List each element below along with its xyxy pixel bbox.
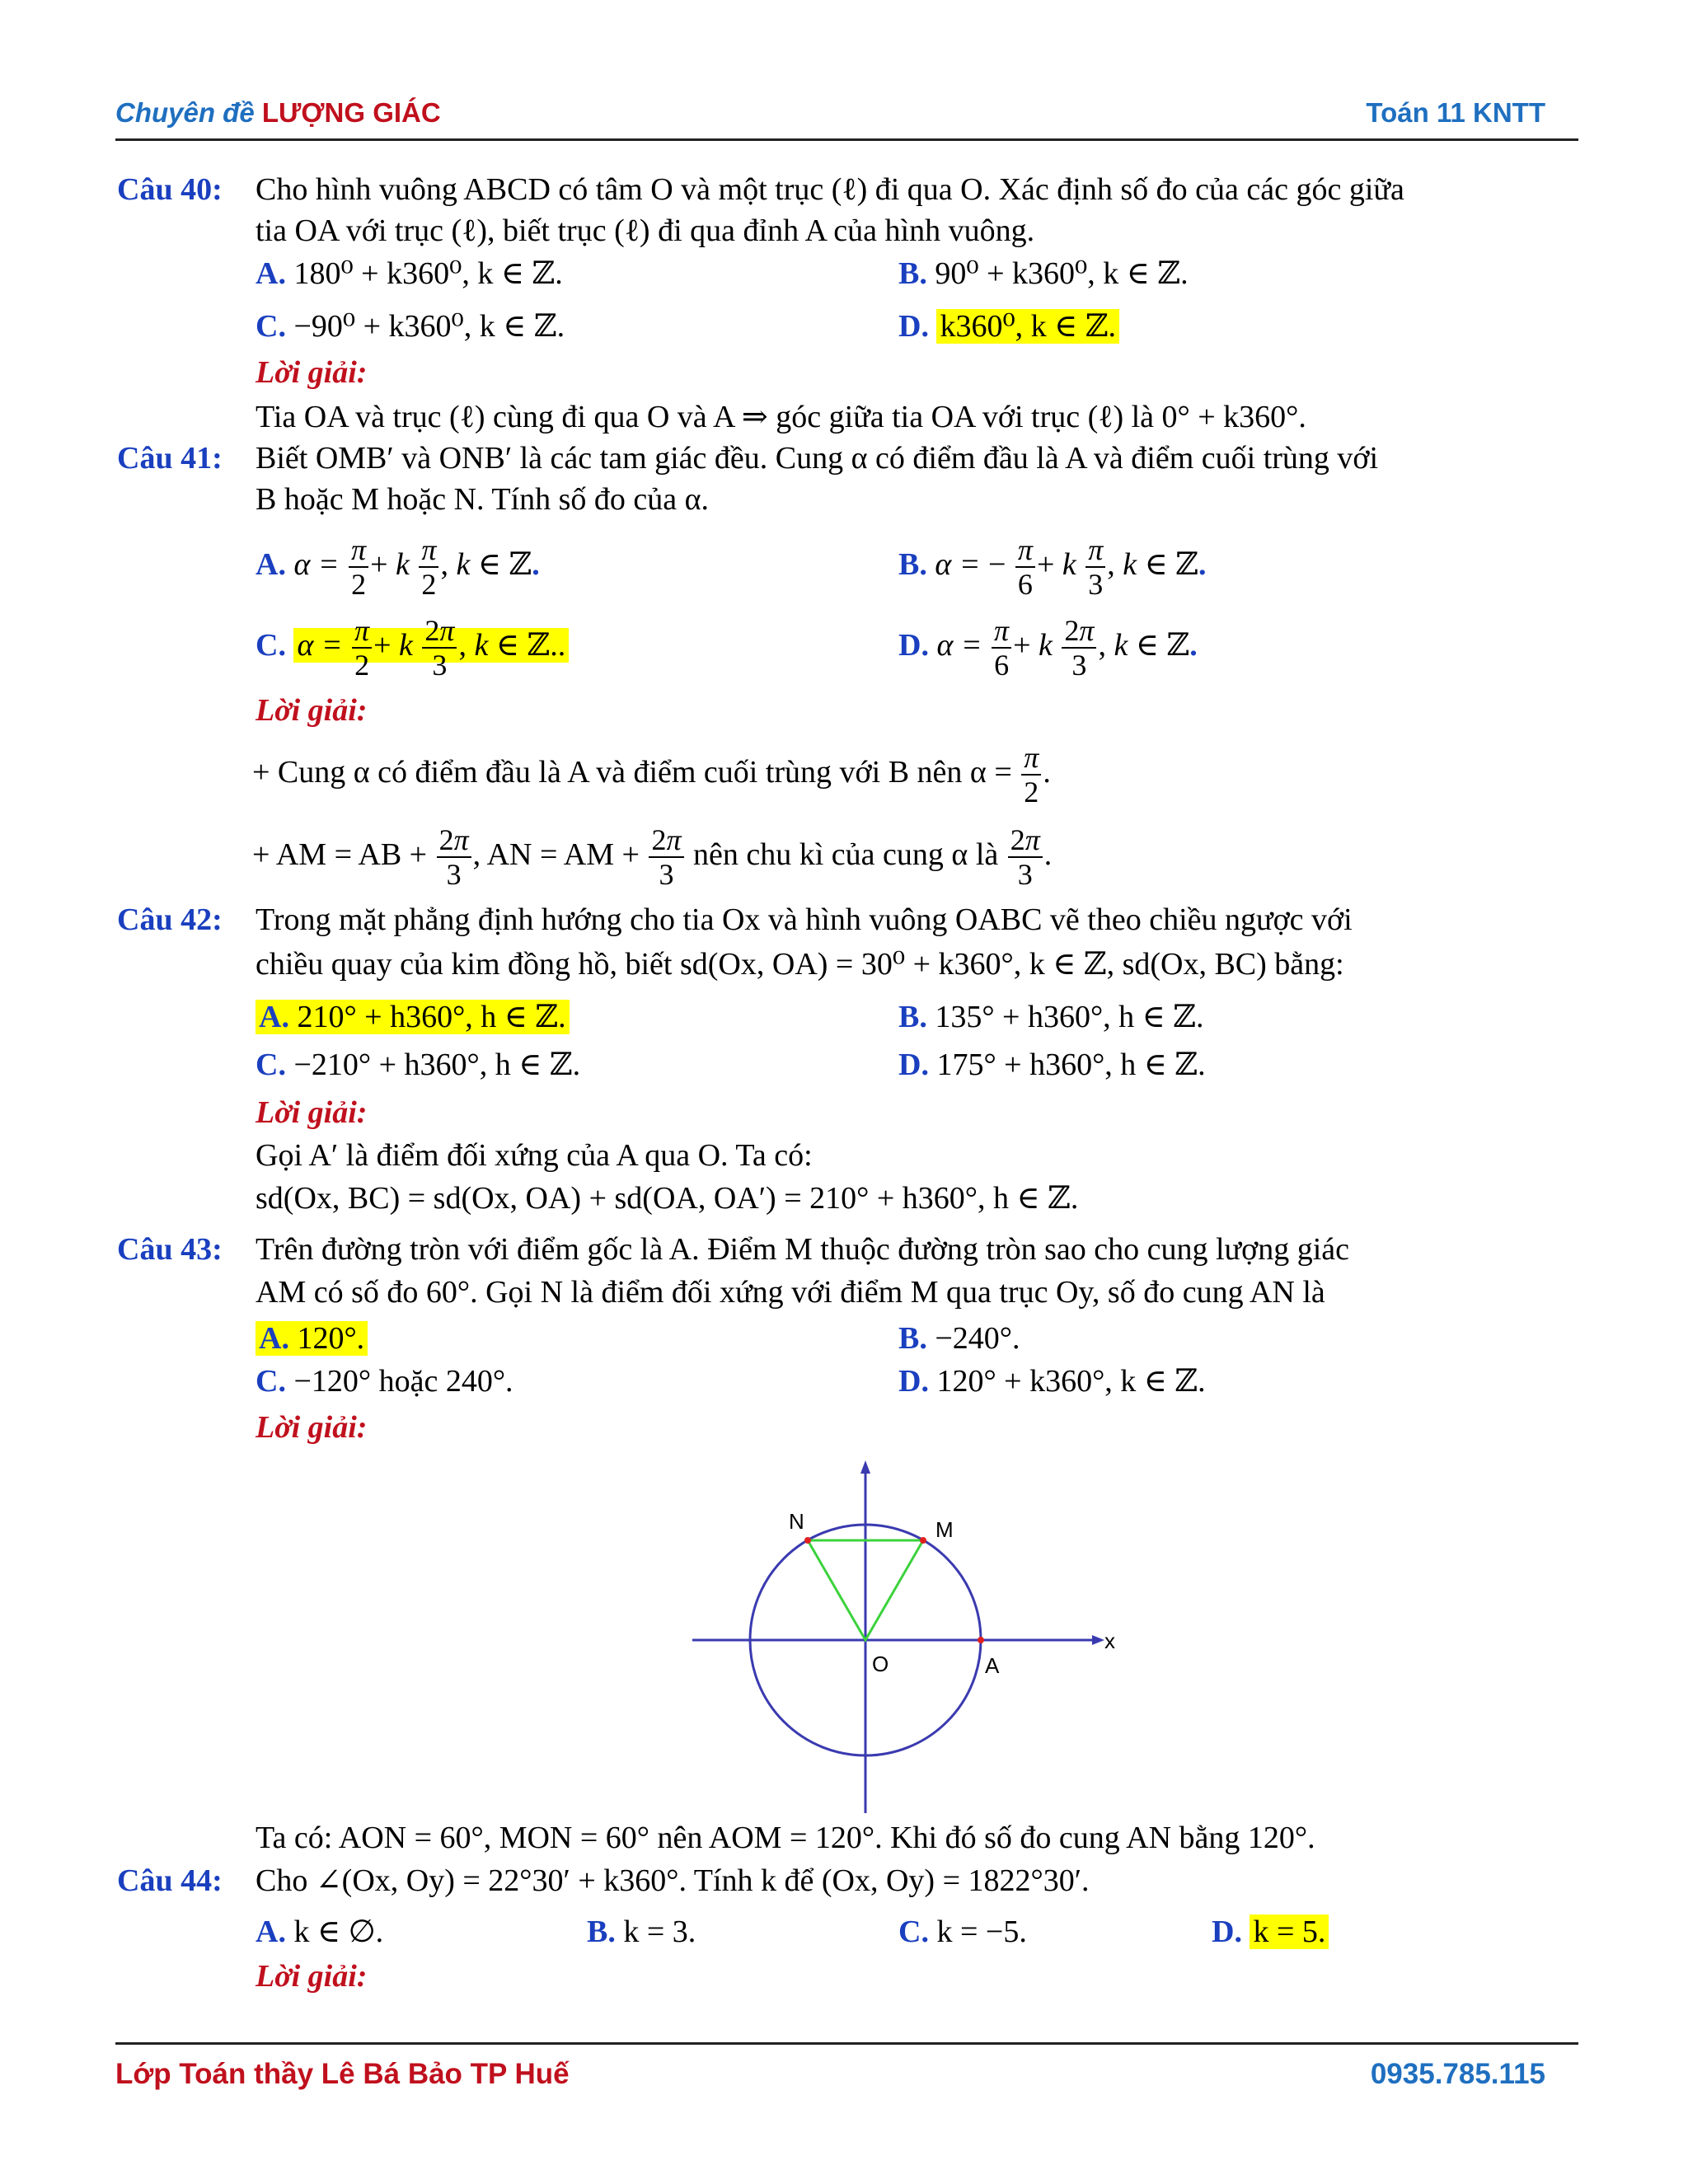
q41-solution-1: + Cung α có điểm đầu là A và điểm cuối trùng với B nên α = $\frac{\pi}{2}$ . bbox=[252, 741, 1051, 809]
q41-option-d: D. α = $\frac{\pi}{6}$ + k $\frac{2\pi}{3}$ , k ∈ ℤ. bbox=[898, 614, 1198, 682]
point-a-label: A bbox=[985, 1653, 1000, 1678]
q40-option-d: D. k360⁰, k ∈ ℤ. bbox=[898, 307, 1119, 346]
q42-label: Câu 42: bbox=[117, 902, 223, 937]
q42-option-a: A. 210° + h360°, h ∈ ℤ. bbox=[256, 997, 570, 1037]
q43-line1: Trên đường tròn với điểm gốc là A. Điểm M thuộc đường tròn sao cho cung lượng giác bbox=[256, 1232, 1350, 1267]
q42-option-d: D. 175° + h360°, h ∈ ℤ. bbox=[898, 1047, 1206, 1082]
q42-option-c: C. −210° + h360°, h ∈ ℤ. bbox=[256, 1047, 581, 1082]
q44-option-d: D. k = 5. bbox=[1212, 1912, 1329, 1952]
q42-option-b: B. 135° + h360°, h ∈ ℤ. bbox=[898, 1000, 1204, 1034]
q43-option-c: C. −120° hoặc 240°. bbox=[256, 1364, 513, 1399]
point-m-label: M bbox=[935, 1517, 954, 1542]
page-header bbox=[115, 97, 1578, 141]
unit-circle-figure bbox=[684, 1451, 1137, 1821]
q44-solution-label: Lời giải: bbox=[256, 1959, 368, 1994]
q41-solution-2: + AM = AB + $\frac{2\pi}{3}$ , AN = AM + $\frac{2\pi}{3}$ nên chu kì của cung α là $\frac{2\pi}{3}$ . bbox=[252, 823, 1053, 892]
header-course: Toán 11 KNTT bbox=[1366, 97, 1545, 128]
q44-option-c: C. k = −5. bbox=[898, 1915, 1027, 1949]
q43-solution: Ta có: AON = 60°, MON = 60° nên AOM = 120°. Khi đó số đo cung AN bằng 120°. bbox=[256, 1821, 1315, 1855]
q41-option-a: A. α = $\frac{\pi}{2}$ + k $\frac{\pi}{2}$ , k ∈ ℤ. bbox=[256, 533, 540, 602]
q43-label: Câu 43: bbox=[117, 1232, 223, 1267]
q41-line1: Biết OMB′ và ONB′ là các tam giác đều. Cung α có điểm đầu là A và điểm cuối trùng với bbox=[256, 441, 1379, 476]
q40-solution-label: Lời giải: bbox=[256, 355, 368, 390]
q40-option-a: A. 180⁰ + k360⁰, k ∈ ℤ. bbox=[256, 256, 563, 291]
point-n-label: N bbox=[789, 1509, 804, 1534]
footer-phone: 0935.785.115 bbox=[1370, 2058, 1545, 2090]
q42-line2: chiều quay của kim đồng hồ, biết sd(Ox, OA) = 30⁰ + k360°, k ∈ ℤ, sd(Ox, BC) bằng: bbox=[256, 947, 1344, 982]
q41-line2: B hoặc M hoặc N. Tính số đo của α. bbox=[256, 482, 710, 517]
q44-option-b: B. k = 3. bbox=[587, 1915, 696, 1949]
footer-teacher: Lớp Toán thầy Lê Bá Bảo TP Huế bbox=[115, 2058, 570, 2090]
page-footer bbox=[115, 2042, 1578, 2107]
q40-label: Câu 40: bbox=[117, 172, 223, 207]
q43-line2: AM có số đo 60°. Gọi N là điểm đối xứng với điểm M qua trục Oy, số đo cung AN là bbox=[256, 1275, 1325, 1310]
q43-option-a: A. 120°. bbox=[256, 1319, 368, 1358]
q42-solution-1: Gọi A′ là điểm đối xứng của A qua O. Ta có: bbox=[256, 1138, 813, 1173]
q41-label: Câu 41: bbox=[117, 441, 223, 476]
q43-option-b: B. −240°. bbox=[898, 1321, 1020, 1356]
q42-line1: Trong mặt phẳng định hướng cho tia Ox và hình vuông OABC vẽ theo chiều ngược với bbox=[256, 902, 1353, 937]
q40-line2: tia OA với trục (ℓ), biết trục (ℓ) đi qua đỉnh A của hình vuông. bbox=[256, 213, 1035, 248]
q40-option-b: B. 90⁰ + k360⁰, k ∈ ℤ. bbox=[898, 256, 1189, 291]
q40-option-c: C. −90⁰ + k360⁰, k ∈ ℤ. bbox=[256, 309, 565, 344]
q43-solution-label: Lời giải: bbox=[256, 1410, 368, 1445]
q40-line1: Cho hình vuông ABCD có tâm O và một trục (ℓ) đi qua O. Xác định số đo của các góc giữa bbox=[256, 172, 1404, 207]
q44-label: Câu 44: bbox=[117, 1863, 223, 1898]
q41-option-c: C. α = $\frac{\pi}{2}$ + k $\frac{2\pi}{3}$ , k ∈ ℤ.. bbox=[256, 608, 569, 682]
q41-solution-label: Lời giải: bbox=[256, 693, 368, 728]
point-o-label: O bbox=[872, 1652, 889, 1676]
q44-option-a: A. k ∈ ∅. bbox=[256, 1915, 384, 1949]
x-axis-label: x bbox=[1104, 1629, 1115, 1653]
header-topic: LƯỢNG GIÁC bbox=[261, 97, 441, 128]
q42-solution-label: Lời giải: bbox=[256, 1095, 368, 1130]
q42-solution-2: sd(Ox, BC) = sd(Ox, OA) + sd(OA, OA′) = 210° + h360°, h ∈ ℤ. bbox=[256, 1181, 1079, 1216]
q43-option-d: D. 120° + k360°, k ∈ ℤ. bbox=[898, 1364, 1206, 1399]
q41-option-b: B. α = − $\frac{\pi}{6}$ + k $\frac{\pi}{3}$ , k ∈ ℤ. bbox=[898, 533, 1207, 602]
header-prefix: Chuyên đề bbox=[115, 97, 262, 128]
q40-solution: Tia OA và trục (ℓ) cùng đi qua O và A ⇒ góc giữa tia OA với trục (ℓ) là 0° + k360°. bbox=[256, 400, 1306, 434]
q44-line1: Cho ∠(Ox, Oy) = 22°30′ + k360°. Tính k để (Ox, Oy) = 1822°30′. bbox=[256, 1863, 1090, 1898]
